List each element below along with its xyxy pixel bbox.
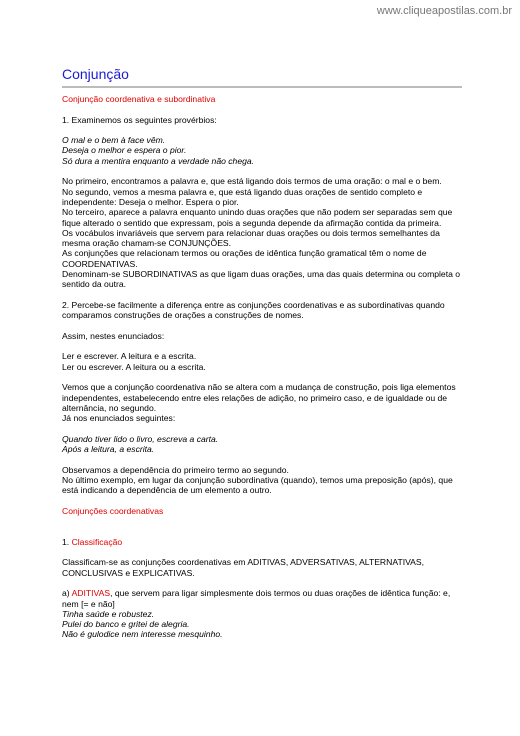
proverb-line: Só dura a mentira enquanto a verdade não chega.	[62, 155, 255, 166]
text-line: Os vocábulos invariáveis que servem para relacionar duas orações ou dois termos semelhantes da	[62, 227, 440, 238]
text-line: independente: Deseja o melhor. Espera o pior.	[62, 196, 239, 207]
text-line: No segundo, vemos a mesma palavra e, que está ligando duas orações de sentido completo e	[62, 186, 423, 197]
text-line: nem [= e não]	[62, 598, 115, 609]
example-line: Quando tiver lido o livro, escreva a carta.	[62, 433, 219, 444]
example-line: Após a leitura, a escrita.	[62, 444, 155, 455]
text-line: Já nos enunciados seguintes:	[62, 413, 176, 424]
text-line: No primeiro, encontramos a palavra e, que está ligando dois termos de uma oração: o mal e o bem.	[62, 176, 442, 187]
proverbs-block	[62, 135, 462, 166]
proverb-line: Deseja o melhor e espera o pior.	[62, 145, 187, 156]
title-divider	[62, 86, 462, 88]
aditivas-label: ADITIVAS	[71, 588, 111, 599]
examples-block	[62, 351, 462, 372]
section-subtitle: Conjunção coordenativa e subordinativa	[62, 94, 216, 104]
classificacao-label: Classificação	[71, 536, 123, 547]
example-line: Ler e escrever. A leitura e a escrita.	[62, 351, 197, 362]
text-line: comparamos construções de orações a construções de nomes.	[62, 310, 304, 321]
text-line: No último exemplo, em lugar da conjunção subordinativa (quando), temos uma preposição (após), que	[62, 474, 453, 485]
text-line: independentes, estabelecendo entre eles relações de adição, no primeiro caso, e de igualdade ou de	[62, 392, 448, 403]
text-line: Observamos a dependência do primeiro termo ao segundo.	[62, 464, 289, 475]
text-line: 2. Percebe-se facilmente a diferença entre as conjunções coordenativas e as subordinativas quando	[62, 299, 445, 310]
aditivas-line	[62, 588, 462, 598]
text-line: mesma oração chamam-se CONJUNÇÕES.	[62, 238, 232, 249]
aditivas-prefix: a)	[62, 588, 72, 599]
text-line: CONCLUSIVAS e EXPLICATIVAS.	[62, 567, 195, 578]
text-line: Denominam-se SUBORDINATIVAS as que ligam duas orações, uma das quais determina ou completa o	[62, 269, 461, 280]
site-url: www.cliqueapostilas.com.br	[376, 5, 512, 17]
section-1-heading: 1. Examinemos os seguintes provérbios:	[62, 114, 217, 125]
proverb-line: O mal e o bem à face vêm.	[62, 135, 166, 146]
classificacao-number: 1.	[62, 536, 72, 547]
text-line: alternância, no segundo.	[62, 402, 157, 413]
page-title: Conjunção	[62, 66, 129, 82]
examples-2-block	[62, 434, 462, 455]
classificacao-paragraph	[62, 557, 462, 578]
text-line: sentido da outra.	[62, 279, 127, 290]
example-line: Tinha saúde e robustez.	[62, 608, 155, 619]
vemos-paragraph	[62, 382, 462, 423]
assim-line: Assim, nestes enunciados:	[62, 330, 165, 341]
aditivas-text: , que servem para ligar simplesmente dois termos ou duas orações de idêntica função: e,	[110, 588, 451, 599]
document-body	[62, 66, 462, 650]
explanation-block	[62, 176, 462, 289]
example-line: Não é gulodice nem interesse mesquinho.	[62, 629, 223, 640]
text-line: No terceiro, aparece a palavra enquanto unindo duas orações que não podem ser separadas sem que	[62, 207, 453, 218]
section-2-paragraph	[62, 300, 462, 321]
text-line: Vemos que a conjunção coordenativa não se altera com a mudança de construção, pois liga elementos	[62, 382, 456, 393]
classificacao-heading	[62, 537, 462, 547]
text-line: Classificam-se as conjunções coordenativas em ADITIVAS, ADVERSATIVAS, ALTERNATIVAS,	[62, 557, 425, 568]
aditivas-paragraph	[62, 588, 462, 639]
example-line: Pulei do banco e gritei de alegria.	[62, 619, 190, 630]
example-line: Ler ou escrever. A leitura ou a escrita.	[62, 361, 206, 372]
observamos-paragraph	[62, 465, 462, 496]
text-line: COORDENATIVAS.	[62, 258, 138, 269]
text-line: está indicando a dependência de um elemento a outro.	[62, 485, 272, 496]
text-line: As conjunções que relacionam termos ou orações de idêntica função gramatical têm o nome de	[62, 248, 427, 259]
text-line: fique alterado o sentido que expressam, pois a segunda depende da afirmação contida da primeira.	[62, 217, 442, 228]
section-heading-coordenativas: Conjunções coordenativas	[62, 505, 164, 516]
